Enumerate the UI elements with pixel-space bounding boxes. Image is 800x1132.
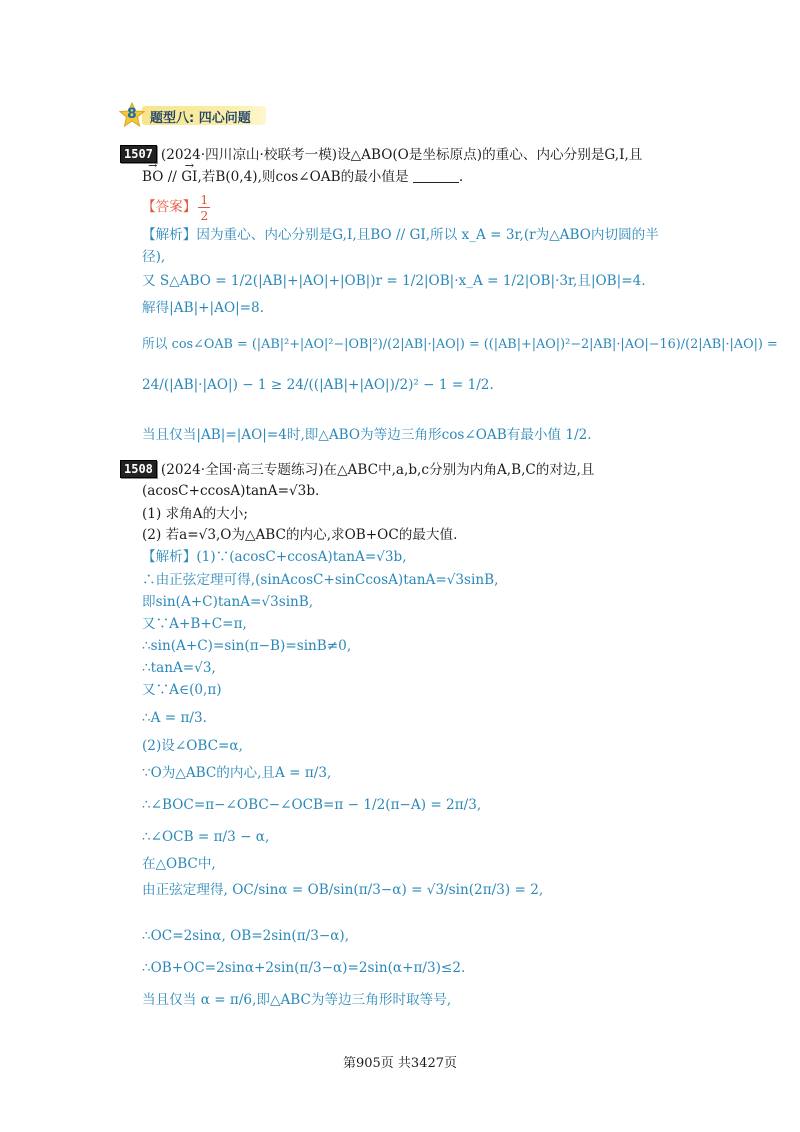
answer-1507: 【答案】 $\frac{1}{2}$: [142, 192, 209, 223]
problem-number-badge: 1507: [120, 145, 157, 163]
problem-1508-line1: 1508 (2024·全国·高三专题练习)在△ABC中,a,b,c分别为内角A,B,C的对边,且: [120, 460, 595, 480]
problem-1507-line1: 1507 (2024·四川凉山·校联考一模)设△ABO(O是坐标原点)的重心、内心分别是G,I,且: [120, 145, 642, 165]
problem-number-badge: 1508: [120, 460, 157, 478]
section-number: 8: [127, 106, 137, 122]
problem-1507-line2: → BO // → GI,若B(0,4),则cos∠OAB的最小值是 .: [142, 167, 463, 187]
problem-1508-line2: (acosC+ccosA)tanA=√3b.: [142, 483, 320, 499]
answer-fraction: $\frac{1}{2}$: [200, 192, 209, 223]
problem-1508-sub2: (2) 若a=√3,O为△ABC的内心,求OB+OC的最大值.: [142, 527, 458, 543]
answer-blank: [413, 170, 459, 183]
section-title: 题型八: 四心问题: [150, 111, 251, 126]
page-footer: 第905页 共3427页: [342, 1056, 458, 1071]
section-title-bar: [142, 106, 266, 125]
problem-1508-sub1: (1) 求角A的大小;: [142, 506, 248, 522]
section-badge: [118, 102, 270, 128]
